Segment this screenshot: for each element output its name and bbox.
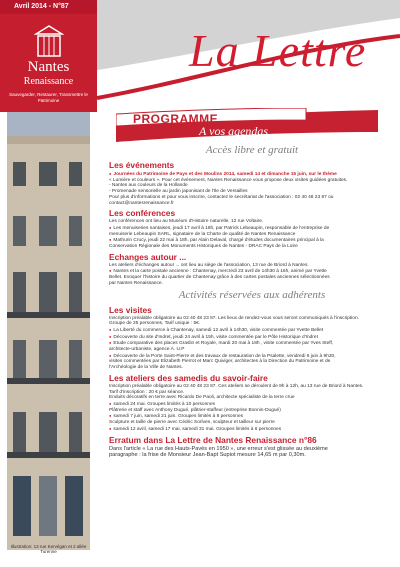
conference-line: menuiserie Lebeaupin SARL, signataire de la Charte de qualité de Nantes Renaissance — [109, 231, 296, 237]
conferences-text — [109, 219, 395, 250]
conference-line: Conservation Régionale des Monuments Historiques de Nantes - DRAC Pays de la Loire — [109, 244, 298, 250]
event-line: « Lumière et couleurs ». Pour cet événement, Nantes Renaissance vous propose deux visites guidées gratuites. — [109, 177, 348, 183]
logo-tagline: Sauvegarder, Restaurer, Transmettre le Patrimoine — [9, 92, 88, 103]
ateliers-intro: Inscription préalable obligatoire au 02 40 48 23 87. Ces ateliers se déroulent de 9h à 12h, au 13 rue de Briord à Nantes. — [109, 383, 364, 389]
visits-text — [109, 316, 395, 371]
events-heading: Les événements — [109, 160, 175, 170]
echanges-line: ● Nantes et la carte postale ancienne : Chantenay, mercredi 23 avril de 14h30 à 16h, animé par Yvette — [109, 268, 395, 275]
visit-line: l'Archéologie de la Ville de Nantes. — [109, 365, 183, 371]
atelier-line: ● samedi 12 avril, samedi 17 mai, samedi 31 mai. Groupes limités à 6 personnes — [109, 426, 395, 433]
logo-name-line1: Nantes — [27, 59, 70, 75]
reserved-heading: Activités réservées aux adhérents — [178, 288, 326, 301]
echanges-line: par Nantes Renaissance. — [109, 280, 163, 286]
left-column — [0, 0, 97, 567]
erratum-line: Dans l'article « La rue des Hauts-Pavés en 1950 », une erreur s'est glissée au deuxième — [109, 445, 328, 452]
atelier-line: Plâtrerie et staff avec Anthony Dugué, plâtrier-staffeur (entreprise Bonnin-Dugué) — [109, 407, 281, 413]
conferences-intro: Les conférences ont lieu au Muséum d'Histoire naturelle, 12 rue Voltaire. — [109, 219, 264, 225]
conferences-heading: Les conférences — [109, 208, 176, 219]
events-text — [109, 171, 395, 206]
visits-heading: Les visites — [109, 304, 152, 315]
photo-caption: Illustration: 13 rue Kervégan et 2 allée Turenne — [10, 544, 87, 554]
visits-intro: Inscription préalable obligatoire au 02 40 48 23 87. Les lieux de rendez-vous vous seront communiqués à l'inscription. — [109, 315, 359, 321]
erratum-text — [109, 446, 395, 459]
erratum-heading: Erratum dans La Lettre de Nantes Renaissance n°86 — [109, 434, 317, 445]
visit-line: ● La Liberté du commerce à Chantenay, samedi 12 avril à 14h30, visite commentée par Yvette Bellet — [109, 327, 395, 334]
visit-line: ● Etude comparative des places Graslin et Royale, mardi 20 mai à 18h , visite commentée par Yves Steff, — [109, 340, 395, 347]
program-content — [109, 144, 395, 458]
access-heading: Accès libre et gratuit — [205, 144, 299, 156]
conference-line: ● Les menuiseries nantaises, jeudi 17 avril à 18h, par Patrick Lebeaupin, responsable de l'entreprise de — [109, 225, 395, 232]
event-line: ● Journées du Patrimoine de Pays et des Moulins 2014, samedi 14 et dimanche 15 juin, sur le thème — [109, 171, 395, 178]
ateliers-heading: Les ateliers des samedis du savoir-faire — [109, 372, 268, 383]
visit-line: ● Découverte du site d'Indret, jeudi 24 avril à 15h, visite commentée par le Pôle Historique d'Indret — [109, 334, 395, 341]
logo-block — [0, 14, 97, 112]
building-photo — [7, 112, 90, 550]
atelier-line: Enduits décoratifs en terre avec Ricardo De Paoli, architecte spécialiste de la terre crue — [109, 395, 295, 401]
event-line: - Promenade sensorielle au jardin japonisant de l'Ile de Versailles — [109, 189, 248, 195]
echanges-line: Bellet. Evoquer l'histoire du quartier de Chantenay grâce à des cartes postales anciennes sélectionnées — [109, 275, 330, 281]
echanges-line: Les ateliers d'échanges autour ... ont lieu au siège de l'association, 13 rue de Briord à Nantes. — [109, 262, 309, 268]
atelier-line: ● samedi 7 juin, samedi 21 juin. Groupes limités à 8 personnes — [109, 413, 395, 420]
echanges-text — [109, 263, 395, 287]
program-heading: PROGRAMME — [133, 112, 219, 126]
atelier-line: Sculpture et taille de pierre avec Cédric Sorlven, sculpteur et tailleur sur pierre — [109, 420, 275, 426]
echanges-heading: Echanges autour ... — [109, 251, 187, 262]
issue-label: Avril 2014 - N°87 — [0, 0, 97, 14]
visits-intro: Groupe de 25 personnes. Tarif unique : 5€. — [109, 321, 201, 327]
visit-line: ● Découverte de la Porte Saint-Pierre et des travaux de restauration de la Psalette, vendredi 6 juin à 9h30, — [109, 353, 395, 360]
erratum-line: paragraphe : la frise de Monsieur Jean-Bapt Supiot mesure 14,65 m par 0,30m. — [109, 451, 306, 458]
event-line: contact@nantesrenaissance.fr — [109, 200, 174, 206]
visit-line: visites commentées par Elizabeth Pierrot et Marc Quiviger, architectes à la Direction du Patrimoine et de — [109, 359, 331, 365]
logo-icon — [34, 24, 64, 58]
building-illustration-icon — [7, 112, 90, 550]
ateliers-intro: Tarif d'inscription : 20 € par séance. — [109, 389, 185, 395]
logo-name-line2: Renaissance — [23, 76, 74, 87]
ateliers-text — [109, 384, 395, 433]
event-line: Pour plus d'informations et pour vous inscrire, contactez le secrétariat de l'association : 02 40 48 23 87 ou — [109, 194, 334, 200]
event-line: - Nantes aux couleurs de la Hollande — [109, 183, 188, 189]
conference-line: ● Mathurin Crucy, jeudi 22 mai à 18h, par Alain Delaval, chargé d'études documentaires principal à la — [109, 237, 395, 244]
newsletter-title: La Lettre — [189, 25, 367, 76]
program-subheading: A vos agendas ... — [199, 124, 281, 138]
atelier-line: ● samedi 24 mai. Groupes limités à 10 personnes — [109, 401, 395, 408]
visit-line: architecte-urbaniste, agence A. U.P — [109, 347, 185, 353]
